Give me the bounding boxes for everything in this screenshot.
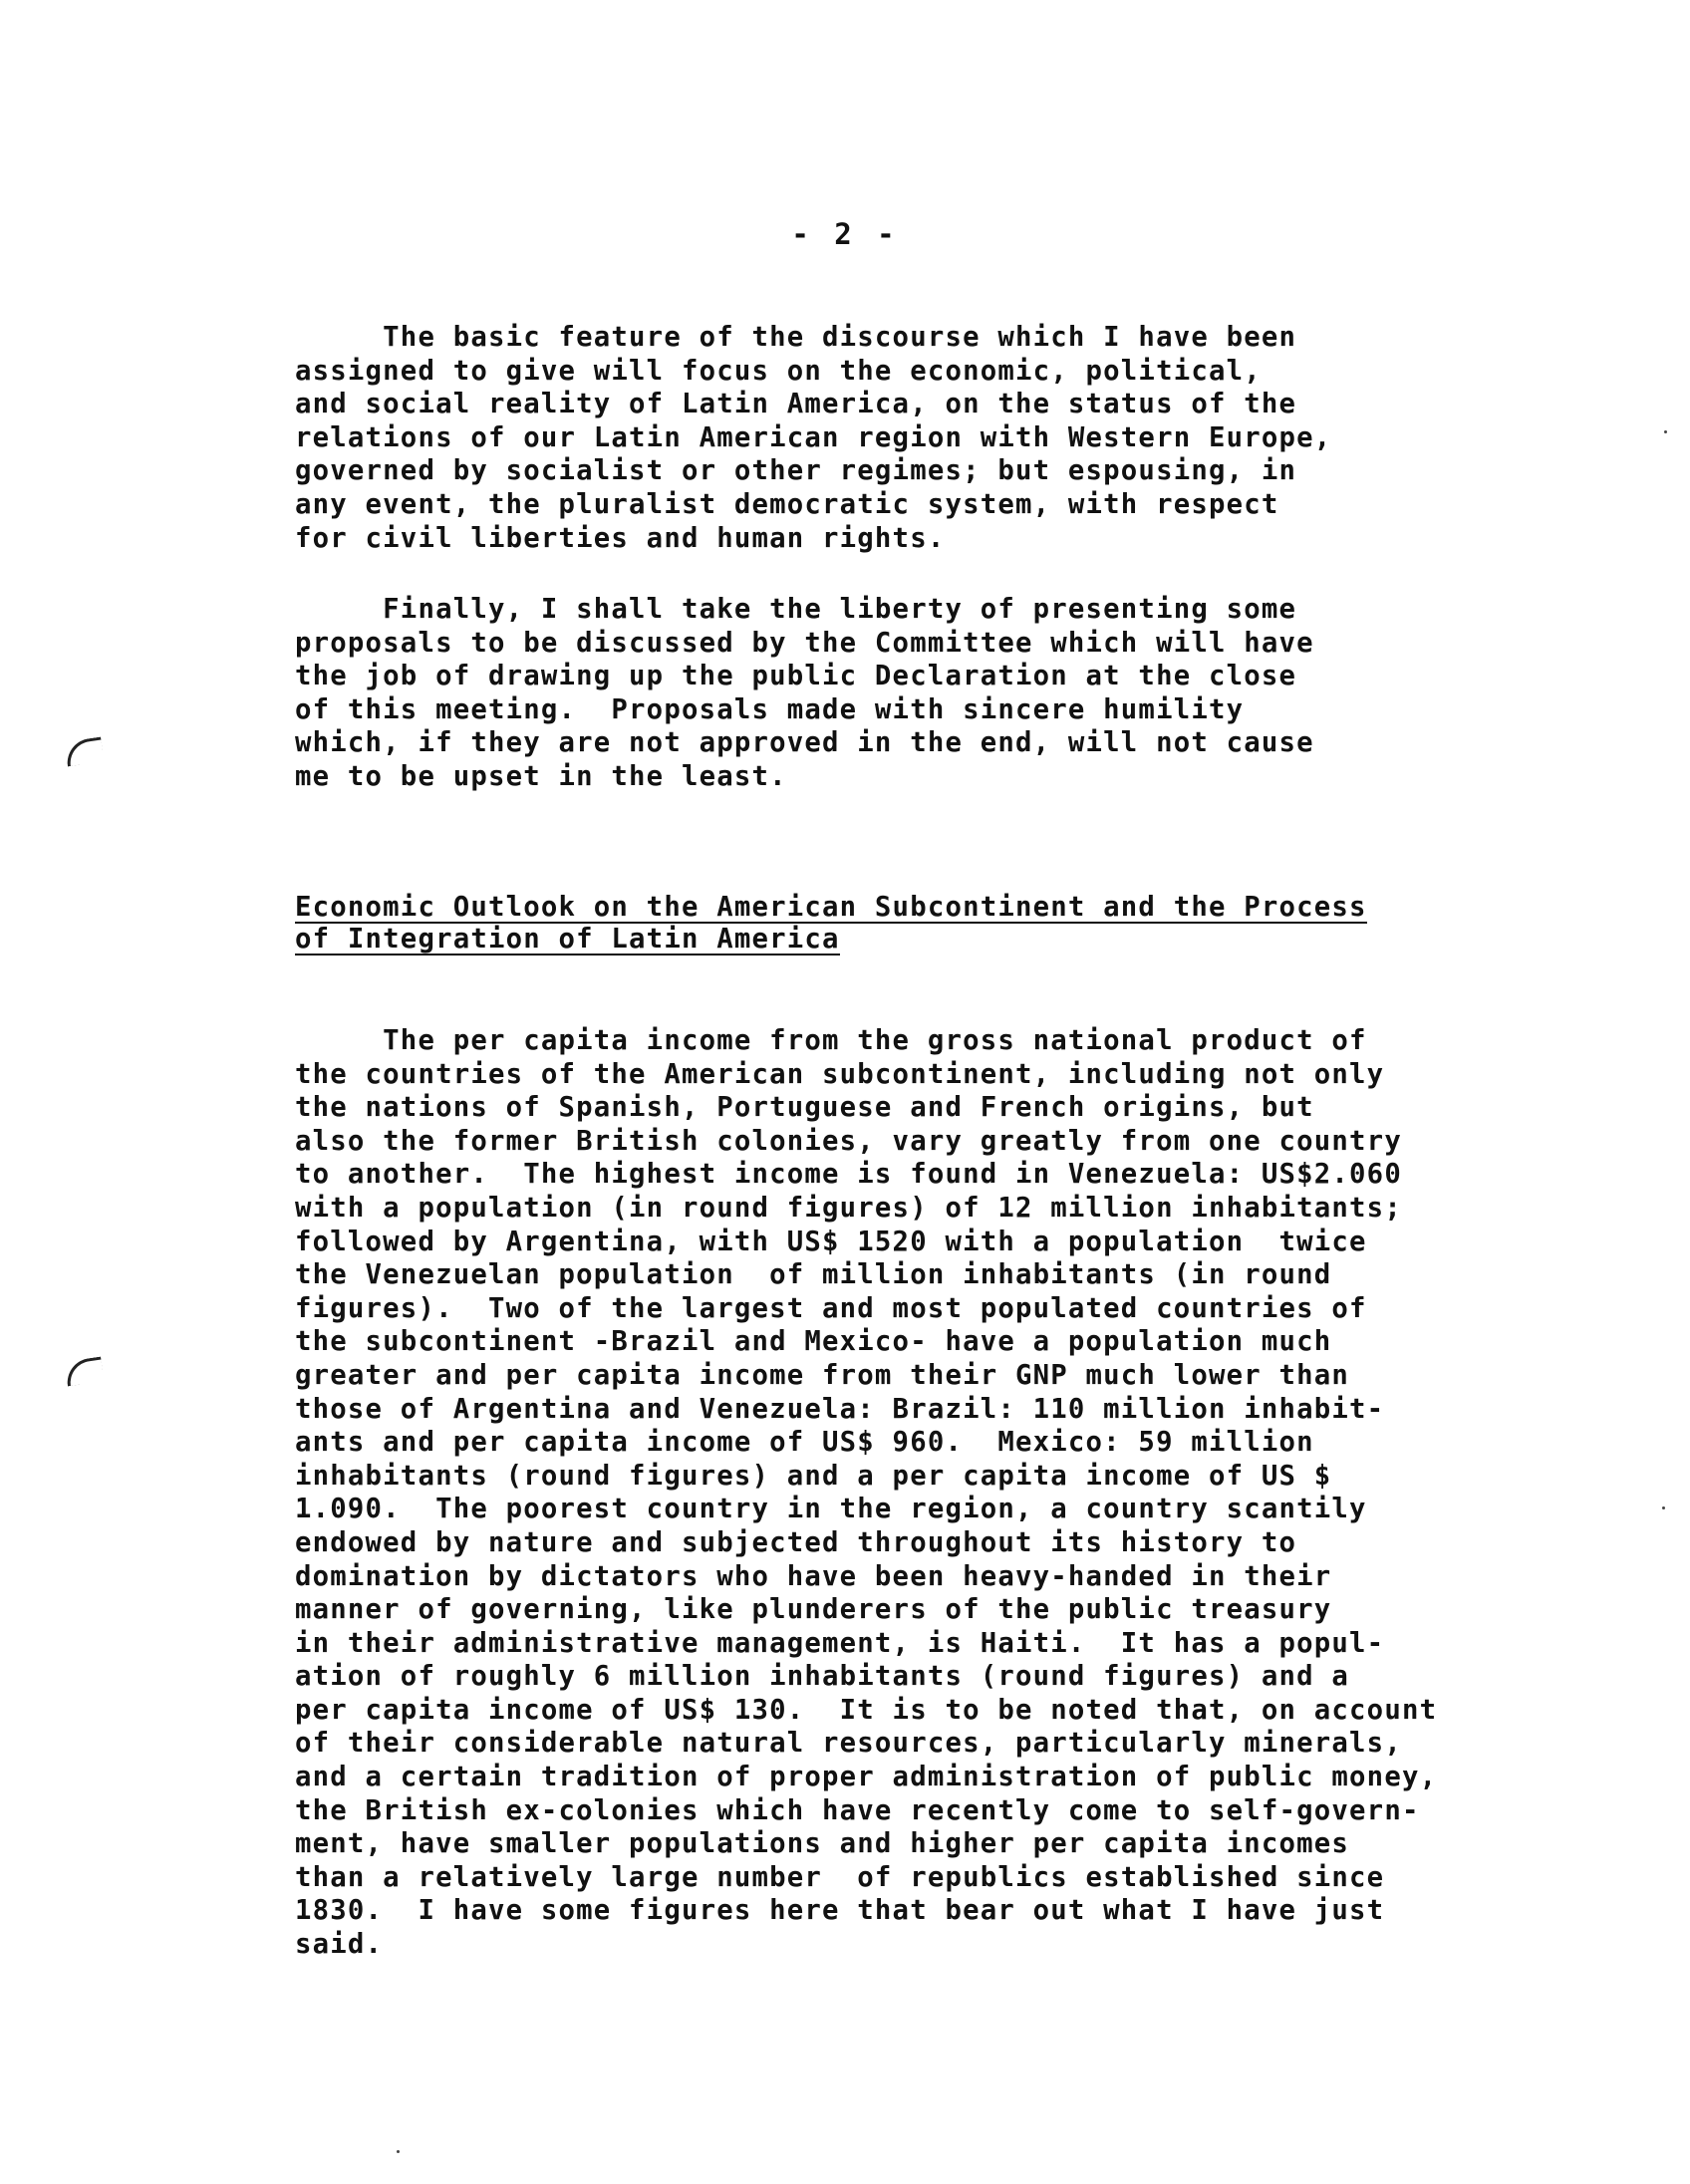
text-line: to another. The highest income is found in Venezuela: US$2.060 — [295, 1159, 1402, 1191]
text-line: said. — [295, 1929, 384, 1961]
scan-speck — [397, 2150, 400, 2153]
text-line: proposals to be discussed by the Committee which will have — [295, 627, 1314, 659]
text-line: ation of roughly 6 million inhabitants (round figures) and a — [295, 1661, 1350, 1693]
text-line: me to be upset in the least. — [295, 760, 787, 792]
text-line: the countries of the American subcontinent, including not only — [295, 1058, 1385, 1090]
punch-hole-mark — [64, 1357, 104, 1387]
page-number: - 2 - — [791, 217, 899, 251]
text-line: governed by socialist or other regimes; but espousing, in — [295, 455, 1297, 487]
text-line: for civil liberties and human rights. — [295, 522, 946, 554]
text-line: also the former British colonies, vary greatly from one country — [295, 1125, 1402, 1157]
text-line: ment, have smaller populations and higher per capita incomes — [295, 1828, 1350, 1860]
text-line: with a population (in round figures) of 12 million inhabitants; — [295, 1192, 1402, 1224]
text-line: the Venezuelan population of million inhabitants (in round — [295, 1259, 1332, 1291]
text-line: Finally, I shall take the liberty of presenting some — [295, 594, 1297, 625]
section-heading-line-1: Economic Outlook on the American Subcontinent and the Process — [295, 892, 1367, 923]
text-line: any event, the pluralist democratic system, with respect — [295, 488, 1279, 520]
text-line: endowed by nature and subjected throughout its history to — [295, 1526, 1297, 1558]
scan-speck — [1664, 430, 1667, 433]
finally-paragraph — [295, 593, 1590, 794]
text-line: figures). Two of the largest and most populated countries of — [295, 1292, 1367, 1324]
text-line: assigned to give will focus on the economic, political, — [295, 355, 1262, 387]
text-line: inhabitants (round figures) and a per capita income of US $ — [295, 1460, 1332, 1492]
text-line: relations of our Latin American region with Western Europe, — [295, 421, 1332, 453]
text-line: domination by dictators who have been heavy-handed in their — [295, 1560, 1332, 1592]
text-line: greater and per capita income from their GNP much lower than — [295, 1359, 1350, 1391]
text-line: and a certain tradition of proper administration of public money, — [295, 1762, 1438, 1793]
text-line: those of Argentina and Venezuela: Brazil: 110 million inhabit- — [295, 1393, 1385, 1425]
intro-paragraph — [295, 321, 1590, 555]
text-line: ants and per capita income of US$ 960. Mexico: 59 million — [295, 1427, 1314, 1459]
text-line: than a relatively large number of republics established since — [295, 1861, 1385, 1893]
text-line: The basic feature of the discourse which I have been — [295, 322, 1297, 353]
text-line: of their considerable natural resources, particularly minerals, — [295, 1728, 1402, 1760]
text-line: 1830. I have some figures here that bear out what I have just — [295, 1895, 1385, 1927]
text-line: in their administrative management, is Haiti. It has a popul- — [295, 1627, 1385, 1659]
section-heading-line-2: of Integration of Latin America — [295, 924, 840, 955]
text-line: the subcontinent -Brazil and Mexico- have a population much — [295, 1326, 1332, 1358]
text-line: which, if they are not approved in the end, will not cause — [295, 727, 1314, 759]
text-line: the British ex-colonies which have recently come to self-govern- — [295, 1794, 1420, 1826]
text-line: the job of drawing up the public Declaration at the close — [295, 661, 1297, 692]
scan-speck — [1662, 1506, 1665, 1509]
text-line: manner of governing, like plunderers of the public treasury — [295, 1594, 1332, 1626]
text-line: the nations of Spanish, Portuguese and French origins, but — [295, 1092, 1314, 1124]
text-line: per capita income of US$ 130. It is to be noted that, on account — [295, 1694, 1438, 1726]
section-heading — [295, 892, 1590, 956]
punch-hole-mark — [64, 737, 104, 767]
text-line: of this meeting. Proposals made with sincere humility — [295, 693, 1245, 725]
text-line: and social reality of Latin America, on the status of the — [295, 389, 1297, 420]
text-line: 1.090. The poorest country in the region, a country scantily — [295, 1494, 1367, 1525]
section-body-paragraph — [295, 1024, 1590, 1962]
text-line: followed by Argentina, with US$ 1520 with a population twice — [295, 1226, 1367, 1257]
text-line: The per capita income from the gross national product of — [295, 1025, 1367, 1056]
